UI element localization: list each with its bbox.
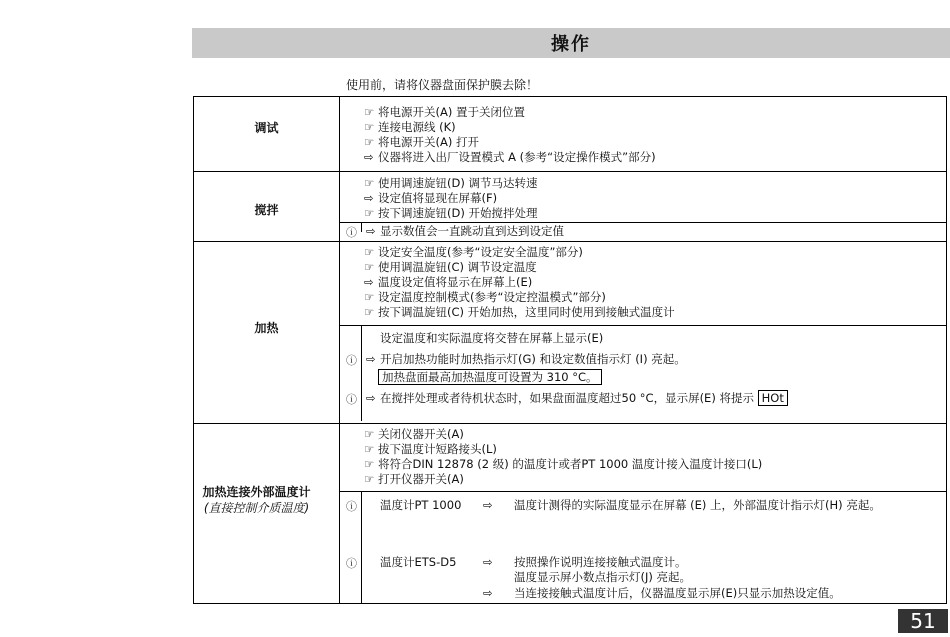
section-label-debug: 调试 (254, 121, 279, 135)
arrow-icon: ⇨ (366, 352, 376, 366)
list-item: ☞ 设定温度控制模式(参考“设定控温模式”部分) (364, 290, 606, 304)
arrow-icon: ⇨ (483, 586, 493, 600)
thermometer-desc: 温度计测得的实际温度显示在屏幕 (E) 上，外部温度计指示灯(H) 亮起。 (514, 498, 881, 512)
page-title: 操作 (551, 34, 591, 55)
info-icon: ⓘ (346, 393, 357, 406)
section-label-heat: 加热 (254, 321, 279, 335)
arrow-icon: ⇨ (364, 191, 374, 205)
list-item: ☞ 连接电源线 (K) (364, 120, 456, 134)
icon-col-divider (361, 491, 362, 603)
hand-icon: ☞ (364, 245, 375, 259)
thermometer-desc: 温度显示屏小数点指示灯(J) 亮起。 (514, 570, 692, 584)
thermometer-desc: 当连接接触式温度计后，仪器温度显示屏(E)只显示加热设定值。 (514, 586, 841, 600)
arrow-icon: ⇨ (364, 275, 374, 289)
info-note: ⇨ 显示数值会一直跳动直到达到设定值 (366, 224, 564, 238)
hand-icon: ☞ (364, 135, 375, 149)
row-divider (194, 241, 946, 242)
arrow-icon: ⇨ (483, 555, 493, 569)
arrow-icon: ⇨ (366, 391, 376, 405)
row-divider (339, 222, 946, 223)
info-note: ⇨ 开启加热功能时加热指示灯(G) 和设定数值指示灯 (I) 亮起。 (366, 352, 686, 366)
section-label-ext: 加热连接外部温度计 (202, 485, 311, 499)
hand-icon: ☞ (364, 427, 375, 441)
icon-col-divider (361, 222, 362, 232)
hand-icon: ☞ (364, 457, 375, 471)
list-item: ☞ 关闭仪器开关(A) (364, 427, 464, 441)
hand-icon: ☞ (364, 105, 375, 119)
list-item: ☞ 设定安全温度(参考“设定安全温度”部分) (364, 245, 583, 259)
info-note-boxed: 加热盘面最高加热温度可设置为 310 °C。 (378, 370, 602, 384)
hot-indicator: HOt (758, 390, 788, 406)
col-divider (339, 97, 340, 603)
hand-icon: ☞ (364, 472, 375, 486)
row-divider (194, 171, 946, 172)
list-item: ⇨ 仪器将进入出厂设置模式 A (参考“设定操作模式”部分) (364, 150, 656, 164)
info-icon: ⓘ (346, 226, 357, 239)
operation-table (193, 96, 947, 604)
list-item: ☞ 按下调温旋钮(C) 开始加热，这里同时使用到接触式温度计 (364, 305, 675, 319)
info-note: 设定温度和实际温度将交替在屏幕上显示(E) (380, 331, 604, 345)
thermometer-desc: 按照操作说明连接接触式温度计。 (514, 555, 687, 569)
section-label-stir: 搅拌 (254, 203, 279, 217)
info-icon: ⓘ (346, 557, 357, 570)
info-icon: ⓘ (346, 500, 357, 513)
hand-icon: ☞ (364, 260, 375, 274)
list-item: ☞ 使用调速旋钮(D) 调节马达转速 (364, 176, 538, 190)
arrow-icon: ⇨ (483, 498, 493, 512)
info-icon: ⓘ (346, 354, 357, 367)
row-divider (339, 325, 946, 326)
hand-icon: ☞ (364, 120, 375, 134)
list-item: ☞ 打开仪器开关(A) (364, 472, 464, 486)
arrow-icon: ⇨ (366, 224, 376, 238)
arrow-icon: ⇨ (364, 150, 374, 164)
hand-icon: ☞ (364, 442, 375, 456)
section-sublabel-ext: (直接控制介质温度) (203, 501, 310, 515)
list-item: ☞ 将电源开关(A) 打开 (364, 135, 479, 149)
list-item: ☞ 使用调温旋钮(C) 调节设定温度 (364, 260, 537, 274)
list-item: ⇨ 设定值将显现在屏幕(F) (364, 191, 498, 205)
list-item: ☞ 将电源开关(A) 置于关闭位置 (364, 105, 525, 119)
info-note: ⇨ 在搅拌处理或者待机状态时，如果盘面温度超过50 °C，显示屏(E) 将提示 HOt (366, 391, 788, 405)
thermometer-name: 温度计PT 1000 (380, 498, 462, 512)
hand-icon: ☞ (364, 305, 375, 319)
intro-text: 使用前，请将仪器盘面保护膜去除！ (346, 78, 539, 92)
list-item: ☞ 拔下温度计短路接头(L) (364, 442, 497, 456)
hand-icon: ☞ (364, 176, 375, 190)
list-item: ⇨ 温度设定值将显示在屏幕上(E) (364, 275, 533, 289)
title-bar (192, 28, 950, 58)
thermometer-name: 温度计ETS-D5 (380, 555, 457, 569)
page-number: 51 (898, 609, 948, 633)
list-item: ☞ 将符合DIN 12878 (2 级) 的温度计或者PT 1000 温度计接入温度计接口(L) (364, 457, 763, 471)
row-divider (339, 491, 946, 492)
icon-col-divider (361, 325, 362, 421)
hand-icon: ☞ (364, 290, 375, 304)
row-divider (194, 423, 946, 424)
hand-icon: ☞ (364, 206, 375, 220)
list-item: ☞ 按下调速旋钮(D) 开始搅拌处理 (364, 206, 538, 220)
